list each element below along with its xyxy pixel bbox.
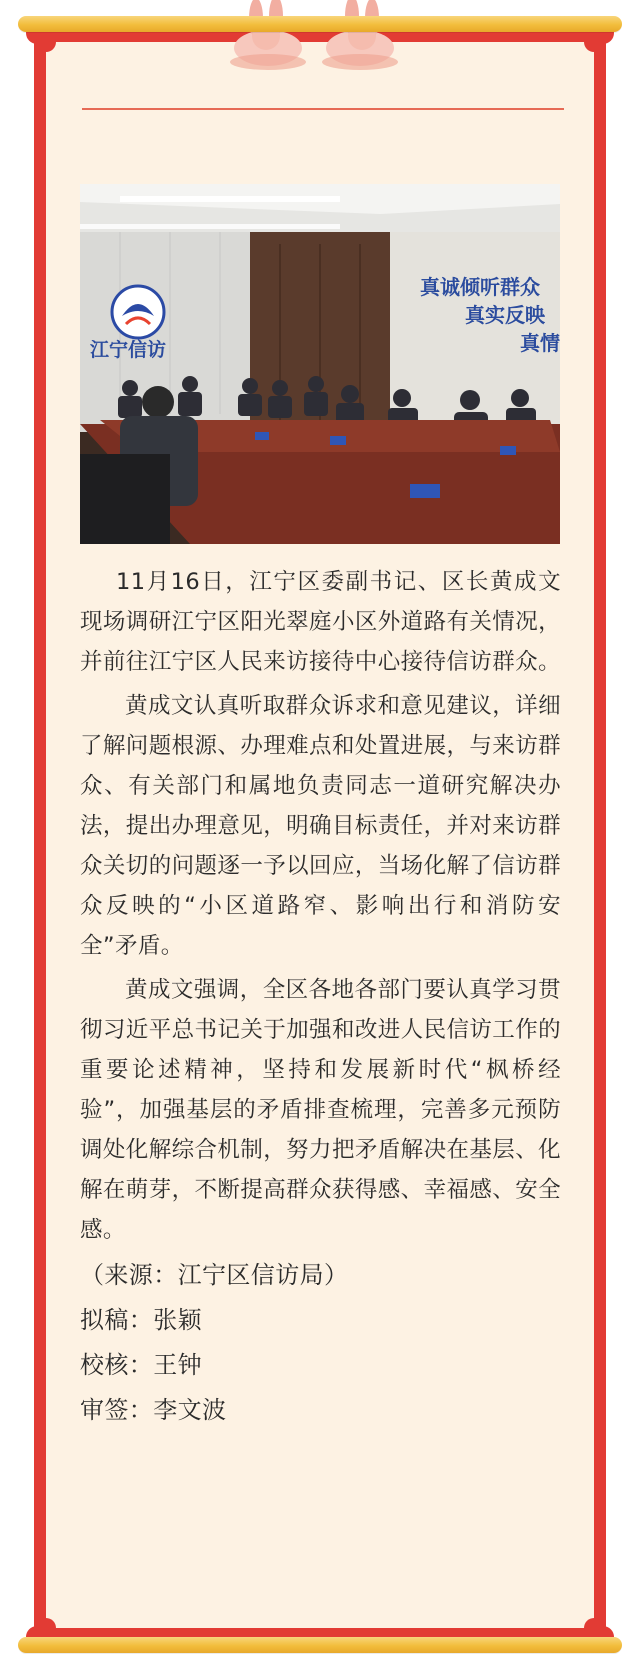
meeting-photo [80,184,560,544]
drafter-line: 拟稿：张颖 [80,1306,202,1334]
article-body [80,562,561,1433]
source-line: （来源：江宁区信访局） [80,1261,349,1289]
paper-notch [584,1618,604,1638]
wall-slogan: 真情 [520,331,560,355]
article-paragraph: 黄成文认真听取群众诉求和意见建议，详细了解问题根源、办理难点和处置进展，与来访群众、有关部门和属地负责同志一道研究解决办法，提出办理意见，明确目标责任，并对来访群众关切的问题逐一予以回应，当场化解了信访群众反映的“小区道路窄、影响出行和消防安全”矛盾。 [80,693,561,959]
rabbit-icon [318,0,402,72]
article-paragraph: 黄成文强调，全区各地各部门要认真学习贯彻习近平总书记关于加强和改进人民信访工作的重要论述精神，坚持和发展新时代“枫桥经验”，加强基层的矛盾排查梳理，完善多元预防调处化解综合机制，努力把矛盾解决在基层、化解在萌芽，不断提高群众获得感、幸福感、安全感。 [80,977,561,1243]
article-paragraph: 11月16日，江宁区委副书记、区长黄成文现场调研江宁区阳光翠庭小区外道路有关情况，并前往江宁区人民来访接待中心接待信访群众。 [80,569,561,675]
scroll-bottom-rod [18,1637,622,1653]
reviewer-line: 校核：王钟 [80,1351,202,1379]
paper-notch [36,1618,56,1638]
paper-notch [584,32,604,52]
wall-slogan: 真实反映 [465,303,545,327]
rabbit-icon [226,0,310,72]
paper-notch [36,32,56,52]
scroll-top-rod [18,16,622,32]
logo-text: 江宁信访 [90,339,167,361]
approver-line: 审签：李文波 [80,1396,227,1424]
header-divider [82,108,564,110]
wall-slogan: 真诚倾听群众 [420,275,540,299]
